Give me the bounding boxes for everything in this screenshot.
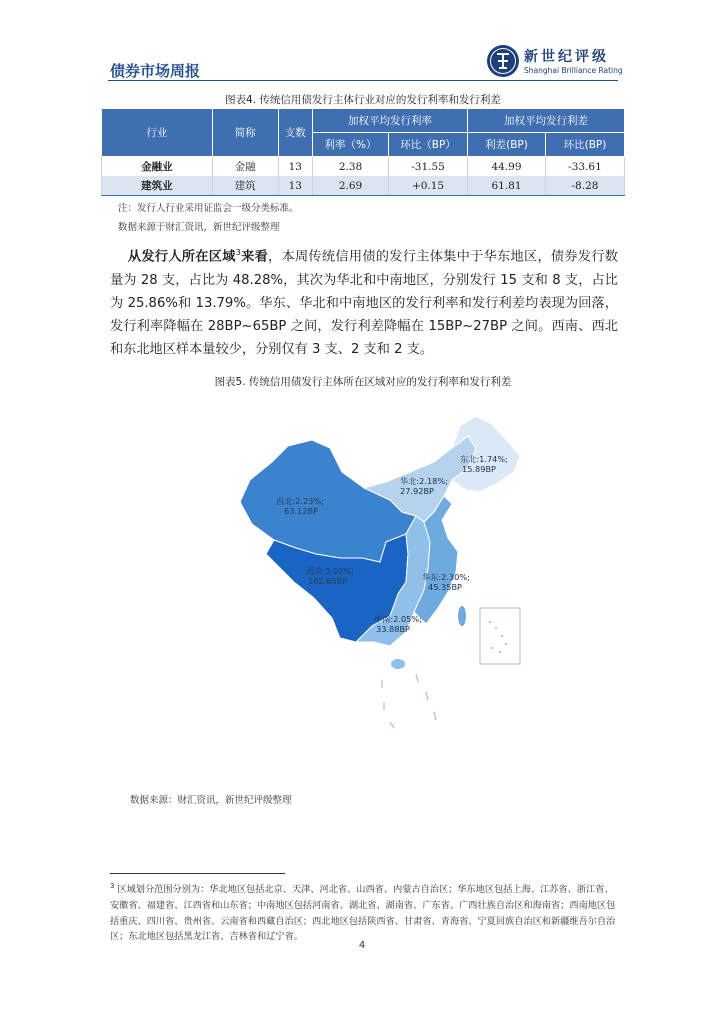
- nine-dash-line: [382, 674, 436, 728]
- cell-rate-change: -31.55: [389, 157, 468, 177]
- cell-industry: 建筑业: [102, 176, 213, 196]
- table-row: [102, 176, 625, 196]
- report-title: 债券市场周报: [110, 62, 201, 80]
- label-north-rate: 华北:2.18%;: [400, 476, 448, 486]
- cell-count: 13: [278, 176, 313, 196]
- cell-abbr: 金融: [212, 157, 278, 177]
- table4-source: 数据来源于财汇资讯，新世纪评级整理: [118, 222, 280, 233]
- footnote: [110, 879, 618, 945]
- label-northeast-spread: 15.89BP: [462, 464, 496, 474]
- label-east-spread: 45.35BP: [428, 582, 462, 592]
- header-rate: 利率（%）: [313, 133, 389, 157]
- cell-rate: 2.69: [313, 176, 389, 196]
- header-rate-change: 环比（BP）: [389, 133, 468, 157]
- paragraph-lead-tail: 来看: [240, 249, 269, 265]
- south-china-sea-inset: [480, 608, 520, 664]
- label-southwest-rate: 西南:3.00%;: [306, 566, 354, 576]
- cell-abbr: 建筑: [212, 176, 278, 196]
- paragraph-body: ，本周传统信用债的发行主体集中于华东地区，债券发行数量为 28 支，占比为 48.28%，其次为华北和中南地区，分别发行 15 支和 8 支，占比为 25.86%和 13.79%。华东、华北和中南地区的发行利率和发行利差均表现为回落，发行利率降幅在 28BP~65BP 之间，发行利差降幅在 15BP~27BP 之间。西南、西北和东北地区样本量较少，分别仅有 3 支、2 支和 2 支。: [110, 249, 618, 358]
- cell-industry: 金融业: [102, 157, 213, 177]
- table4-note: 注：发行人行业采用证监会一级分类标准。: [118, 203, 299, 214]
- cell-count: 13: [278, 157, 313, 177]
- cell-spread-change: -8.28: [545, 176, 624, 196]
- industry-rate-table: [101, 108, 625, 196]
- label-south-central-rate: 中南:2.05%;: [374, 614, 422, 624]
- brilliance-logo-icon: [486, 44, 520, 78]
- label-south-central-spread: 33.88BP: [376, 624, 410, 634]
- label-northwest-spread: 63.12BP: [284, 506, 318, 516]
- cell-spread: 44.99: [468, 157, 546, 177]
- logo-chinese-name: 新世纪评级: [524, 49, 609, 65]
- china-region-map: [230, 412, 526, 734]
- label-southwest-spread: 102.65BP: [308, 576, 348, 586]
- hainan-island: [391, 659, 405, 669]
- header-spread: 利差(BP): [468, 133, 546, 157]
- label-northwest-rate: 西北:2.23%;: [276, 496, 324, 506]
- cell-spread-change: -33.61: [545, 157, 624, 177]
- chart5-source: 数据来源：财汇资讯，新世纪评级整理: [130, 795, 292, 806]
- table-row: [102, 157, 625, 177]
- inset-islands: [489, 621, 507, 653]
- footnote-divider: [110, 873, 285, 874]
- label-east-rate: 华东:2.30%;: [422, 572, 470, 582]
- chart5-caption: 图表5. 传统信用债发行主体所在区域对应的发行利率和发行利差: [214, 376, 512, 388]
- header-count: 支数: [278, 109, 313, 157]
- page-number: 4: [358, 940, 366, 951]
- cell-rate: 2.38: [313, 157, 389, 177]
- header-spread-change: 环比(BP): [545, 133, 624, 157]
- cell-spread: 61.81: [468, 176, 546, 196]
- header-abbr: 简称: [212, 109, 278, 157]
- footnote-marker: 3: [110, 882, 115, 890]
- taiwan-island: [458, 606, 466, 626]
- header-industry: 行业: [102, 109, 213, 157]
- region-analysis-paragraph: [110, 241, 618, 361]
- footnote-text: 区域划分范围分别为：华北地区包括北京、天津、河北省、山西省、内蒙古自治区；华东地区包括上海、江苏省、浙江省、安徽省、福建省、江西省和山东省；中南地区包括河南省、湖北省、湖南省、广东省、广西壮族自治区和海南省；西南地区包括重庆、四川省、贵州省、云南省和西藏自治区；西北地区包括陕西省、甘肃省、青海省、宁夏回族自治区和新疆维吾尔自治区；东北地区包括黑龙江省、吉林省和辽宁省。: [110, 884, 616, 943]
- label-northeast-rate: 东北:1.74%;: [460, 454, 508, 464]
- header-divider: [108, 80, 618, 81]
- label-north-spread: 27.92BP: [400, 486, 434, 496]
- logo-english-name: Shanghai Brilliance Rating: [524, 66, 623, 75]
- cell-rate-change: +0.15: [389, 176, 468, 196]
- paragraph-lead: 从发行人所在区域: [127, 249, 236, 265]
- table4-caption: 图表4. 传统信用债发行主体行业对应的发行利率和发行利差: [225, 94, 501, 106]
- header-spread-group: 加权平均发行利差: [468, 109, 625, 133]
- footnote-ref: 3: [235, 248, 241, 257]
- header-rate-group: 加权平均发行利率: [313, 109, 468, 133]
